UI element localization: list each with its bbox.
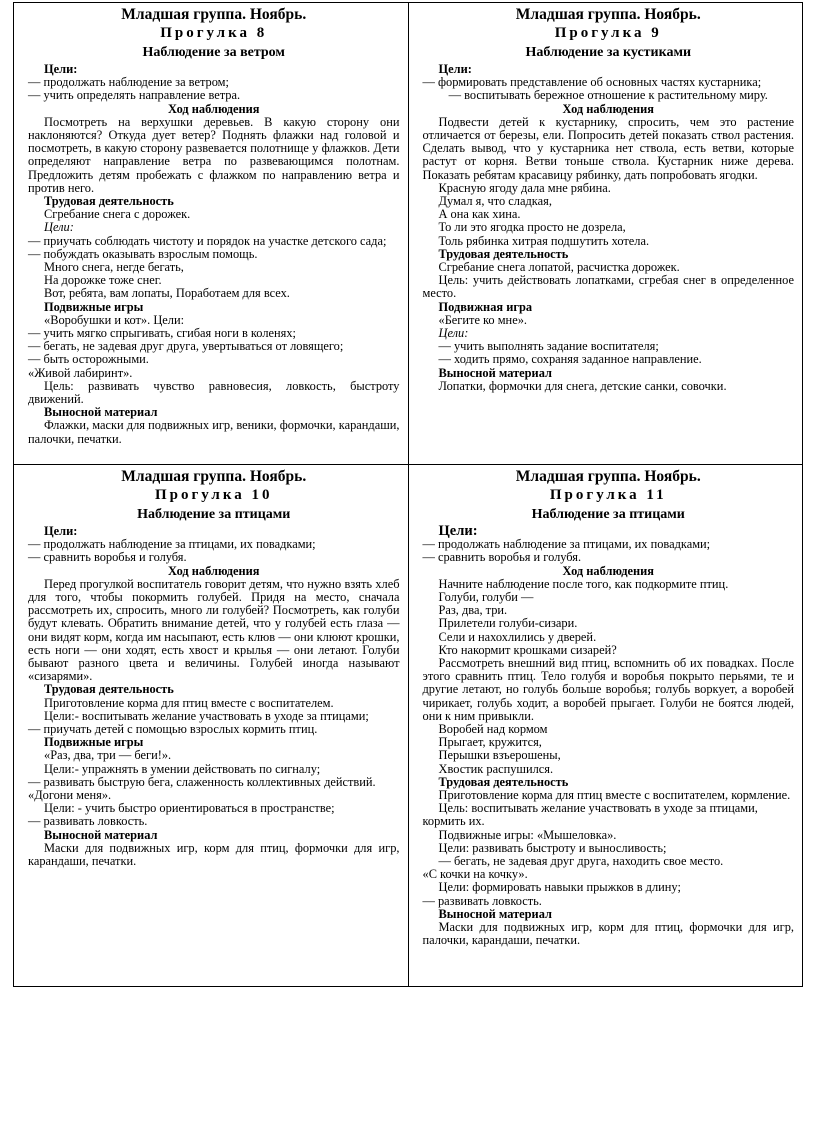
card-paragraph: Толь рябинка хитрая подшутить хотела. bbox=[438, 233, 650, 248]
card-paragraph: Цели:- воспитывать желание участвовать в уходе за птицами; bbox=[44, 708, 369, 723]
card-paragraph: — продолжать наблюдение за птицами, их повадками; bbox=[422, 537, 711, 552]
walk-card bbox=[408, 3, 803, 465]
card-paragraph: Прыгает, кружится, bbox=[438, 735, 542, 750]
card-paragraph: Ход наблюдения bbox=[168, 101, 260, 116]
card-paragraph: Трудовая деятельность bbox=[44, 194, 174, 209]
card-paragraph: Хвостик распушился. bbox=[438, 761, 554, 776]
card-paragraph: Цели: развивать быстроту и выносливость; bbox=[438, 840, 667, 855]
card-paragraph: Цели: - учить быстро ориентироваться в пространстве; bbox=[44, 801, 335, 816]
group-title: Младшая группа. Ноябрь. bbox=[515, 468, 701, 485]
walk-title: Прогулка 9 bbox=[554, 25, 662, 41]
card-paragraph: Флажки, маски для подвижных игр, веники, формочки, карандаши, палочки, печатки. bbox=[28, 418, 400, 446]
card-paragraph: Лопатки, формочки для снега, детские санки, совочки. bbox=[438, 378, 727, 393]
card-paragraph: Выносной материал bbox=[44, 405, 158, 420]
walk-card bbox=[14, 465, 409, 987]
card-paragraph: Цели: bbox=[44, 524, 78, 538]
walk-title: Прогулка 8 bbox=[160, 25, 268, 41]
card-paragraph: — учить выполнять задание воспитателя; bbox=[438, 339, 659, 354]
card-paragraph: Ход наблюдения bbox=[562, 101, 654, 116]
card-paragraph: Выносной материал bbox=[438, 906, 552, 921]
walk-card bbox=[14, 3, 409, 465]
card-paragraph: Красную ягоду дала мне рябина. bbox=[438, 180, 611, 195]
card-paragraph: Кто накормит крошками сизарей? bbox=[438, 642, 617, 657]
card-paragraph: Цели: bbox=[44, 220, 74, 235]
card-paragraph: — развивать ловкость. bbox=[28, 814, 148, 829]
card-paragraph: — сравнить воробья и голубя. bbox=[422, 550, 582, 565]
card-paragraph: Подвижные игры bbox=[44, 299, 144, 314]
card-paragraph: Цели: bbox=[438, 523, 478, 539]
card-paragraph: Ход наблюдения bbox=[168, 563, 260, 578]
card-paragraph: Сгребание снега лопатой, расчистка дорожек. bbox=[438, 260, 680, 275]
group-title: Младшая группа. Ноябрь. bbox=[121, 6, 307, 23]
card-paragraph: Цели: bbox=[44, 62, 78, 76]
card-paragraph: «Живой лабиринт». bbox=[28, 365, 133, 380]
card-paragraph: Прилетели голуби-сизари. bbox=[438, 616, 578, 631]
card-paragraph: Приготовление корма для птиц вместе с воспитателем. bbox=[44, 695, 334, 710]
card-paragraph: А она как хина. bbox=[438, 207, 521, 222]
card-paragraph: Цели: формировать навыки прыжков в длину; bbox=[438, 880, 681, 895]
card-paragraph: Ход наблюдения bbox=[562, 563, 654, 578]
card-paragraph: Голуби, голуби — bbox=[438, 590, 534, 605]
walk-card bbox=[408, 465, 803, 987]
card-paragraph: Много снега, негде бегать, bbox=[44, 260, 184, 275]
card-paragraph: Трудовая деятельность bbox=[44, 682, 174, 697]
card-paragraph: — продолжать наблюдение за птицами, их повадками; bbox=[28, 537, 316, 552]
card-paragraph: Подвести детей к кустарнику, спросить, чем это растение отличается от березы, ели. Попросить детей показать ствол растения. Сделать вывод, что у кустарника нет ствола, есть ветви, которые растут от корня. Ветви тоньше ствола. Кустарник ниже дерева. Показать ребятам красавицу рябинку, дать попробовать ягодки. bbox=[422, 114, 794, 182]
group-title: Младшая группа. Ноябрь. bbox=[515, 6, 701, 23]
walk-title: Прогулка 11 bbox=[549, 487, 667, 503]
card-paragraph: Рассмотреть внешний вид птиц, вспомнить об их повадках. После этого сравнить птиц. Тело голубя и воробья покрыто перьями, те и другие летают, но голубь больше воробья; голубь воркует, а воробей чирикает, голубь ходит, а воробей прыгает. Голуби не боятся людей, они к ним привыкли. bbox=[422, 656, 794, 723]
card-paragraph: Перед прогулкой воспитатель говорит детям, что нужно взять хлеб для того, чтобы покормить голубей. Придя на место, сначала рассмотреть их, спросить, много ли голубей? Посмотреть, как голуби будут клевать. Обратить внимание детей, что у голубей есть глаза — они видят корм, когда им насыпают, есть клюв — они клюют крошки, есть ноги — они ходят, есть хвост и крылья — они летают. Голуби бывают разного цвета и величины. Голубей иногда называют «сизарями». bbox=[28, 576, 400, 684]
walk-title: Прогулка 10 bbox=[154, 487, 273, 503]
topic-title: Наблюдение за птицами bbox=[531, 507, 685, 522]
card-paragraph: — развивать быструю бега, слаженность коллективных действий. bbox=[28, 774, 376, 789]
card-paragraph: — приучать соблюдать чистоту и порядок на участке детского сада; bbox=[28, 233, 387, 248]
card-paragraph: — формировать представление об основных частях кустарника; bbox=[422, 75, 762, 90]
card-paragraph: — побуждать оказывать взрослым помощь. bbox=[28, 246, 258, 261]
card-paragraph: «Бегите ко мне». bbox=[438, 312, 527, 327]
card-paragraph: Думал я, что сладкая, bbox=[438, 194, 552, 209]
card-paragraph: — ходить прямо, сохраняя заданное направление. bbox=[438, 352, 702, 367]
topic-title: Наблюдение за ветром bbox=[142, 45, 285, 60]
card-paragraph: Цель: развивать чувство равновесия, ловкость, быстроту движений. bbox=[28, 378, 400, 407]
card-paragraph: Выносной материал bbox=[438, 365, 552, 380]
card-paragraph: Подвижные игры: «Мышеловка». bbox=[438, 827, 617, 842]
card-paragraph: Подвижные игры bbox=[44, 735, 144, 750]
card-paragraph: Перышки взъерошены, bbox=[438, 748, 561, 763]
topic-title: Наблюдение за птицами bbox=[137, 507, 291, 522]
card-paragraph: — воспитывать бережное отношение к растительному миру. bbox=[448, 88, 768, 103]
card-paragraph: Маски для подвижных игр, корм для птиц, формочки для игр, карандаши, печатки. bbox=[28, 840, 400, 869]
card-paragraph: Цели: bbox=[438, 326, 469, 341]
card-paragraph: «Воробушки и кот». Цели: bbox=[44, 312, 185, 327]
group-title: Младшая группа. Ноябрь. bbox=[121, 468, 307, 485]
card-paragraph: Сгребание снега с дорожек. bbox=[44, 207, 191, 222]
card-paragraph: Сели и нахохлились у дверей. bbox=[438, 629, 597, 644]
card-paragraph: На дорожке тоже снег. bbox=[44, 273, 162, 288]
topic-title: Наблюдение за кустиками bbox=[525, 45, 692, 60]
card-paragraph: — учить мягко спрыгивать, сгибая ноги в коленях; bbox=[28, 326, 296, 341]
card-paragraph: «Раз, два, три — беги!». bbox=[44, 748, 172, 763]
card-paragraph: Воробей над кормом bbox=[438, 722, 548, 737]
card-paragraph: Раз, два, три. bbox=[438, 603, 508, 618]
card-paragraph: — бегать, не задевая друг друга, увертываться от ловящего; bbox=[28, 339, 344, 354]
card-paragraph: Трудовая деятельность bbox=[438, 246, 569, 261]
card-paragraph: Цель: учить действовать лопатками, сгребая снег в определенное место. bbox=[422, 273, 794, 301]
card-paragraph: Выносной материал bbox=[44, 827, 158, 842]
card-paragraph: «С кочки на кочку». bbox=[422, 867, 528, 882]
card-paragraph: — бегать, не задевая друг друга, находить свое место. bbox=[438, 854, 724, 869]
card-paragraph: — учить определять направление ветра. bbox=[28, 88, 241, 103]
card-paragraph: — сравнить воробья и голубя. bbox=[28, 550, 187, 565]
card-paragraph: Вот, ребята, вам лопаты, Поработаем для всех. bbox=[44, 286, 290, 301]
card-paragraph: Подвижная игра bbox=[438, 299, 533, 314]
card-paragraph: То ли это ягодка просто не дозрела, bbox=[438, 220, 626, 235]
card-paragraph: «Догони меня». bbox=[28, 788, 112, 803]
card-paragraph: Цель: воспитывать желание участвовать в уходе за птицами, кормить их. bbox=[422, 801, 758, 829]
card-paragraph: Посмотреть на верхушки деревьев. В какую сторону они наклоняются? Откуда дует ветер? Поднять флажки над головой и посмотреть, в какую сторону развевается полотнище у флажков. Дети определяют направление ветра по развевающимся полотнам. Предложить детям пробежать с флажком по направлению ветра и против него. bbox=[28, 114, 400, 195]
card-paragraph: — развивать ловкость. bbox=[422, 893, 542, 908]
card-paragraph: Маски для подвижных игр, корм для птиц, формочки для игр, палочки, карандаши, печатки. bbox=[422, 920, 794, 948]
card-paragraph: Цели: bbox=[438, 62, 472, 76]
card-paragraph: — быть осторожными. bbox=[28, 352, 149, 367]
card-paragraph: — приучать детей с помощью взрослых кормить птиц. bbox=[28, 722, 318, 737]
card-paragraph: Начните наблюдение после того, как подкормите птиц. bbox=[438, 576, 729, 591]
card-paragraph: Цели:- упражнять в умении действовать по сигналу; bbox=[44, 761, 321, 776]
walk-cards-table bbox=[13, 2, 803, 987]
card-paragraph: Трудовая деятельность bbox=[438, 774, 569, 789]
card-paragraph: Приготовление корма для птиц вместе с воспитателем, кормление. bbox=[438, 788, 791, 803]
card-paragraph: — продолжать наблюдение за ветром; bbox=[28, 75, 229, 90]
